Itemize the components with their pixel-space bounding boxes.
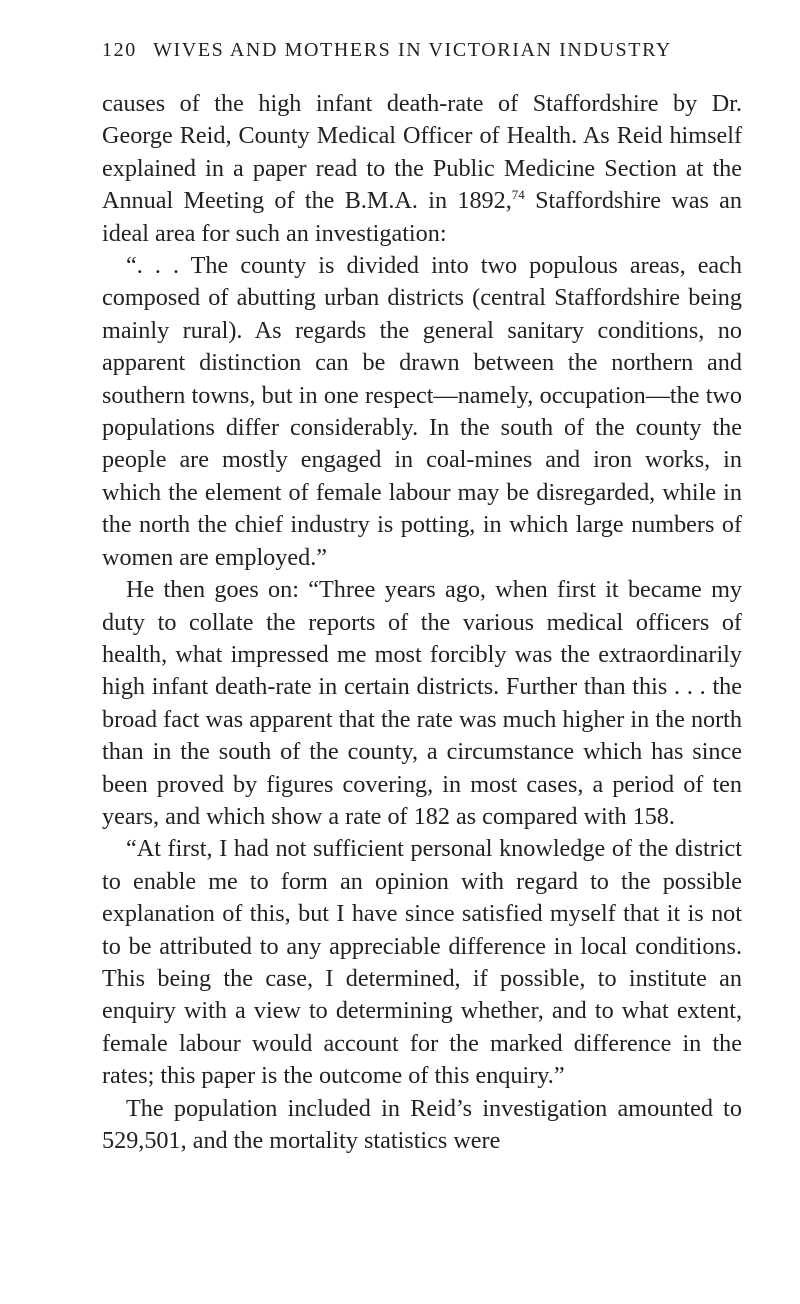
paragraph-2: “. . . The county is divided into two populous areas, each composed of abutting urban districts (central Staffordshire being mainly rural). As regards the general sanitary conditions, no apparent distinction can be drawn between the northern and southern towns, but in one respect—namely, occupation—the two populations differ considerably. In the south of the county the people are mostly engaged in coal-mines and iron works, in which the element of female labour may be disregarded, while in the north the chief industry is potting, in which large numbers of women are employed.” xyxy=(102,252,742,571)
page-number: 120 xyxy=(102,39,137,61)
paragraph-3: He then goes on: “Three years ago, when first it became my duty to collate the reports of the various medical officers of health, what impressed me most forcibly was the extraordinarily high infant death-rate in certain districts. Further than this . . . the broad fact was apparent that the rate was much higher in the north than in the south of the county, a circumstance which has since been proved by figures covering, in most cases, a period of ten years, and which show a rate of 182 as compared with 158. xyxy=(102,576,742,830)
footnote-reference: 74 xyxy=(511,187,525,203)
paragraph-1-text: causes of the high infant death-rate of Staffordshire by Dr. George Reid, County Medical Officer of Health. As Reid himself explained in a paper read to the Public Medicine Section at the Annual Meeting of the B.M.A. in 1892, xyxy=(102,90,742,215)
paragraph-1-continuation: Staffordshire was an ideal area for such an investigation: xyxy=(102,187,742,247)
running-head xyxy=(102,36,742,64)
paragraph-4: “At first, I had not sufficient personal knowledge of the district to enable me to form an opinion with regard to the possible explanation of this, but I have since satisfied myself that it is not to be attributed to any appreciable difference in local conditions. This being the case, I determined, if possible, to institute an enquiry with a view to determining whether, and to what extent, female labour would account for the marked difference in the rates; this paper is the outcome of this enquiry.” xyxy=(102,835,742,1090)
paragraph-5: The population included in Reid’s investigation amounted to 529,501, and the mortality statistics were xyxy=(102,1094,742,1154)
paragraph-1 xyxy=(102,88,742,250)
running-title: WIVES AND MOTHERS IN VICTORIAN INDUSTRY xyxy=(153,39,672,61)
body-text xyxy=(102,88,742,1157)
book-page xyxy=(102,36,742,1157)
